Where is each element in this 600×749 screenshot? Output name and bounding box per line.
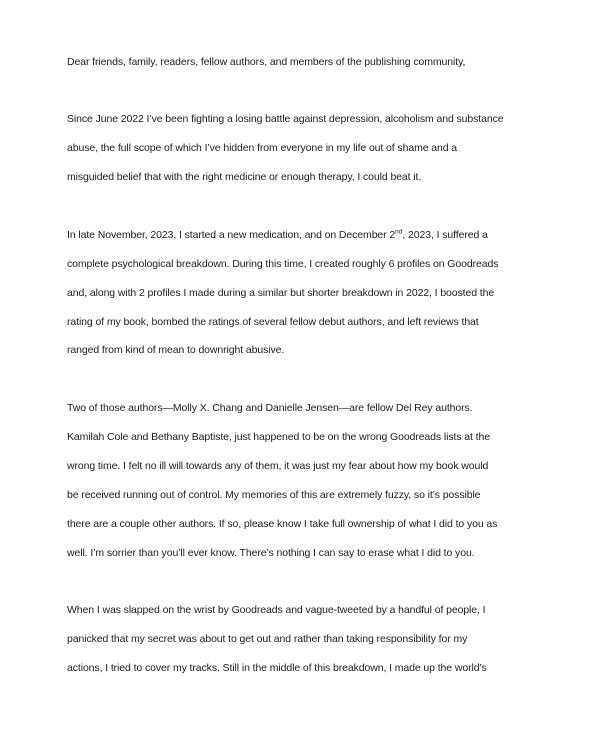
- salutation-paragraph: [67, 48, 538, 77]
- salutation-text: Dear friends, family, readers, fellow authors, and members of the publishing community,: [67, 55, 466, 68]
- text-line: When I was slapped on the wrist by Goodreads and vague-tweeted by a handful of people, I: [67, 604, 486, 617]
- paragraph-4: [67, 596, 538, 683]
- text-line: there are a couple other authors. If so, please know I take full ownership of what I did to you as: [67, 517, 498, 530]
- text-line: abuse, the full scope of which I’ve hidden from everyone in my life out of shame and a: [67, 142, 458, 155]
- text-line: Kamilah Cole and Bethany Baptiste, just happened to be on the wrong Goodreads lists at the: [67, 431, 490, 444]
- text-line: and, along with 2 profiles I made during a similar but shorter breakdown in 2022, I boosted the: [67, 286, 495, 299]
- paragraph-3: [67, 394, 538, 567]
- ordinal-superscript: nd: [395, 228, 403, 236]
- text-line: Two of those authors—Molly X. Chang and Danielle Jensen—are fellow Del Rey authors.: [67, 402, 473, 415]
- text-segment: In late November, 2023, I started a new medication, and on December 2: [67, 228, 396, 241]
- text-segment: , 2023, I suffered a: [402, 228, 488, 241]
- text-line: ranged from kind of mean to downright abusive.: [67, 344, 285, 357]
- text-line: rating of my book, bombed the ratings of several fellow debut authors, and left reviews that: [67, 315, 479, 328]
- text-line: well. I’m sorrier than you’ll ever know. There’s nothing I can say to erase what I did to you.: [67, 546, 475, 559]
- text-line: Since June 2022 I’ve been fighting a losing battle against depression, alcoholism and substance: [67, 113, 504, 126]
- text-line-with-superscript: [67, 221, 538, 250]
- paragraph-1: [67, 105, 538, 192]
- text-line: be received running out of control. My memories of this are extremely fuzzy, so it’s possible: [67, 488, 481, 501]
- paragraph-2: [67, 221, 538, 365]
- text-line: actions, I tried to cover my tracks. Still in the middle of this breakdown, I made up the world’s: [67, 662, 487, 675]
- text-line: wrong time. I felt no ill will towards any of them, it was just my fear about how my book would: [67, 459, 489, 472]
- text-line: misguided belief that with the right medicine or enough therapy, I could beat it.: [67, 171, 422, 184]
- text-line: complete psychological breakdown. During this time, I created roughly 6 profiles on Goodreads: [67, 257, 499, 270]
- text-line: panicked that my secret was about to get out and rather than taking responsibility for my: [67, 633, 468, 646]
